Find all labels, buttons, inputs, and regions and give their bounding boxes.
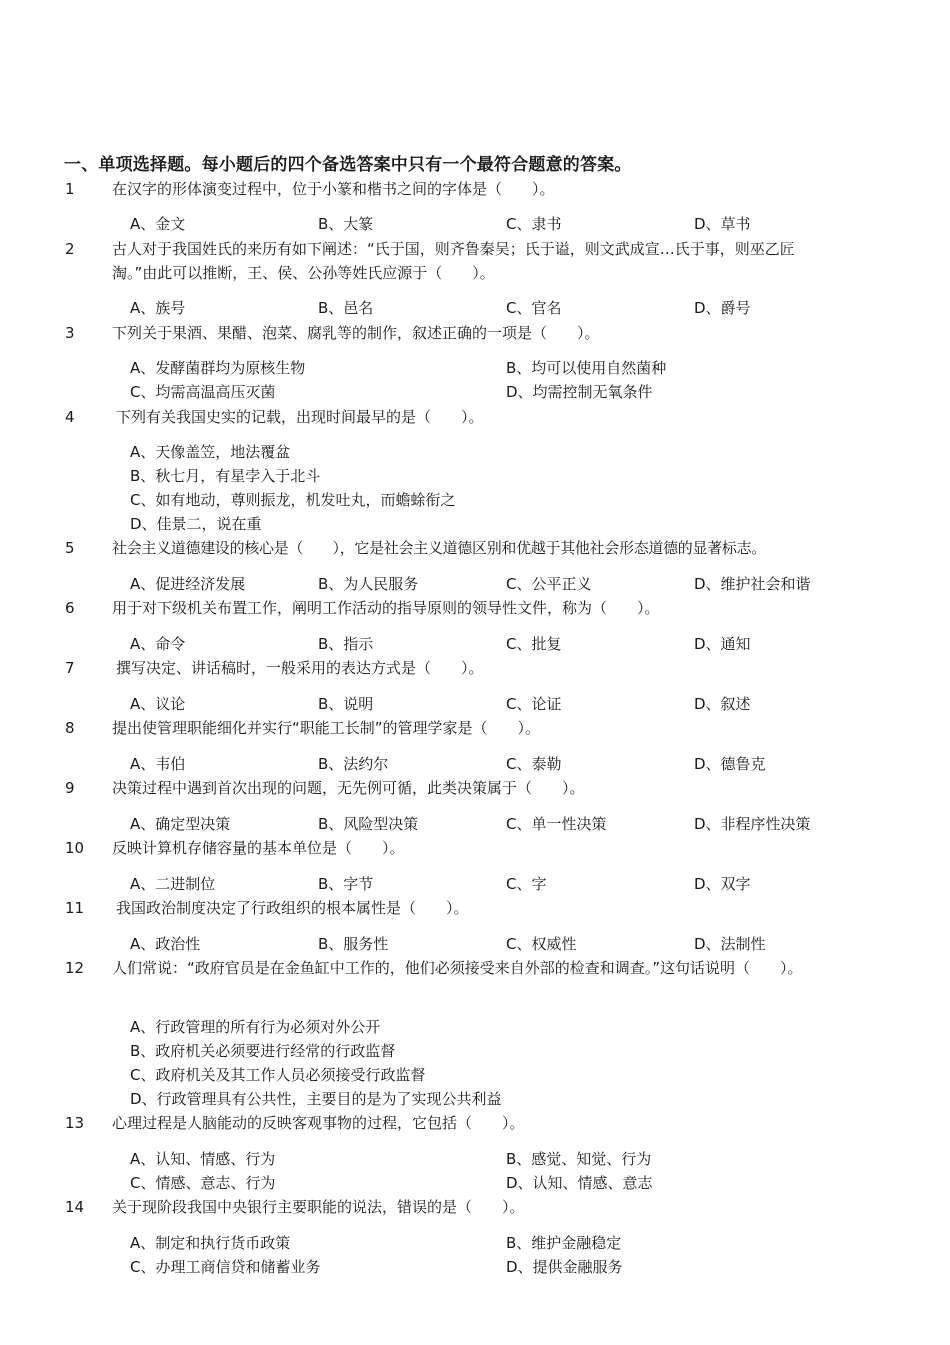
option-c: C、权威性 <box>506 935 577 953</box>
option-b: B、字节 <box>318 875 374 893</box>
question-number: 7 <box>65 659 75 677</box>
option-a: A、二进制位 <box>130 875 216 893</box>
option-a: A、金文 <box>130 215 186 233</box>
option-d: D、双字 <box>694 875 751 893</box>
option-a: A、命令 <box>130 635 186 653</box>
option-d: D、通知 <box>694 635 751 653</box>
option-d: D、佳景二，说在重 <box>130 515 262 533</box>
option-b: B、秋七月，有星孛入于北斗 <box>130 467 321 485</box>
option-c: C、办理工商信贷和储蓄业务 <box>130 1258 321 1276</box>
question-number: 14 <box>65 1198 85 1216</box>
question-number: 10 <box>65 839 85 857</box>
option-c: C、论证 <box>506 695 562 713</box>
option-d: D、维护社会和谐 <box>694 575 811 593</box>
option-d: D、非程序性决策 <box>694 815 811 833</box>
question-number: 9 <box>65 779 75 797</box>
option-b: B、为人民服务 <box>318 575 419 593</box>
question-number: 3 <box>65 324 75 342</box>
option-d: D、草书 <box>694 215 751 233</box>
option-a: A、议论 <box>130 695 186 713</box>
option-a: A、行政管理的所有行为必须对外公开 <box>130 1018 381 1036</box>
question-number: 2 <box>65 240 75 258</box>
option-b: B、感觉、知觉、行为 <box>506 1150 652 1168</box>
section-title: 一、单项选择题。每小题后的四个备选答案中只有一个最符合题意的答案。 <box>64 155 632 175</box>
option-d: D、爵号 <box>694 299 751 317</box>
question-text: 下列关于果酒、果醋、泡菜、腐乳等的制作，叙述正确的一项是（ ）。 <box>112 324 600 342</box>
option-b: B、大篆 <box>318 215 374 233</box>
option-c: C、公平正义 <box>506 575 592 593</box>
option-d: D、提供金融服务 <box>506 1258 623 1276</box>
option-c: C、字 <box>506 875 547 893</box>
option-a: A、族号 <box>130 299 186 317</box>
option-b: B、邑名 <box>318 299 374 317</box>
option-c: C、官名 <box>506 299 562 317</box>
option-b: B、风险型决策 <box>318 815 419 833</box>
question-number: 4 <box>65 408 75 426</box>
question-number: 6 <box>65 599 75 617</box>
question-number: 12 <box>65 959 85 977</box>
option-a: A、天像盖笠，地法覆盆 <box>130 443 291 461</box>
option-d: D、认知、情感、意志 <box>506 1174 653 1192</box>
question-text: 用于对下级机关布置工作，阐明工作活动的指导原则的领导性文件，称为（ ）。 <box>112 599 660 617</box>
option-b: B、服务性 <box>318 935 389 953</box>
option-b: B、维护金融稳定 <box>506 1234 622 1252</box>
question-number: 5 <box>65 539 75 557</box>
question-number: 11 <box>65 899 85 917</box>
option-b: B、均可以使用自然菌种 <box>506 359 667 377</box>
option-b: B、政府机关必须要进行经常的行政监督 <box>130 1042 396 1060</box>
option-d: D、均需控制无氧条件 <box>506 383 653 401</box>
option-c: C、批复 <box>506 635 562 653</box>
option-a: A、政治性 <box>130 935 201 953</box>
option-c: C、均需高温高压灭菌 <box>130 383 276 401</box>
question-text: 在汉字的形体演变过程中，位于小篆和楷书之间的字体是（ ）。 <box>112 180 555 198</box>
question-text: 人们常说：“政府官员是在金鱼缸中工作的，他们必须接受来自外部的检查和调查。”这句话说明（ ）。 <box>112 959 803 977</box>
option-b: B、说明 <box>318 695 374 713</box>
option-a: A、促进经济发展 <box>130 575 246 593</box>
option-c: C、政府机关及其工作人员必须接受行政监督 <box>130 1066 426 1084</box>
option-d: D、法制性 <box>694 935 766 953</box>
option-c: C、情感、意志、行为 <box>130 1174 276 1192</box>
option-a: A、发酵菌群均为原核生物 <box>130 359 306 377</box>
question-text: 下列有关我国史实的记载，出现时间最早的是（ ）。 <box>116 408 484 426</box>
question-text: 心理过程是人脑能动的反映客观事物的过程，它包括（ ）。 <box>112 1114 525 1132</box>
option-c: C、隶书 <box>506 215 562 233</box>
option-d: D、叙述 <box>694 695 751 713</box>
option-c: C、如有地动，尊则振龙，机发吐丸，而蟾蜍衔之 <box>130 491 456 509</box>
option-b: B、法约尔 <box>318 755 389 773</box>
question-text: 关于现阶段我国中央银行主要职能的说法，错误的是（ ）。 <box>112 1198 525 1216</box>
option-a: A、认知、情感、行为 <box>130 1150 276 1168</box>
option-a: A、韦伯 <box>130 755 186 773</box>
option-c: C、泰勒 <box>506 755 562 773</box>
option-d: D、德鲁克 <box>694 755 766 773</box>
option-d: D、行政管理具有公共性，主要目的是为了实现公共利益 <box>130 1090 502 1108</box>
question-number: 1 <box>65 180 75 198</box>
question-text: 古人对于我国姓氏的来历有如下阐述：“氏于国，则齐鲁秦吴；氏于谥，则文武成宣…氏于事，则巫乙匠淘。”由此可以推断，王、侯、公孙等姓氏应源于（ ）。 <box>112 240 795 282</box>
option-b: B、指示 <box>318 635 374 653</box>
question-text: 我国政治制度决定了行政组织的根本属性是（ ）。 <box>116 899 469 917</box>
question-text: 决策过程中遇到首次出现的问题，无先例可循，此类决策属于（ ）。 <box>112 779 585 797</box>
option-a: A、确定型决策 <box>130 815 231 833</box>
option-a: A、制定和执行货币政策 <box>130 1234 291 1252</box>
question-number: 8 <box>65 719 75 737</box>
question-number: 13 <box>65 1114 85 1132</box>
question-text: 反映计算机存储容量的基本单位是（ ）。 <box>112 839 405 857</box>
option-c: C、单一性决策 <box>506 815 607 833</box>
question-text: 社会主义道德建设的核心是（ ），它是社会主义道德区别和优越于其他社会形态道德的显著标志。 <box>112 539 767 557</box>
question-text: 撰写决定、讲话稿时，一般采用的表达方式是（ ）。 <box>116 659 484 677</box>
question-text: 提出使管理职能细化并实行“职能工长制”的管理学家是（ ）。 <box>112 719 541 737</box>
